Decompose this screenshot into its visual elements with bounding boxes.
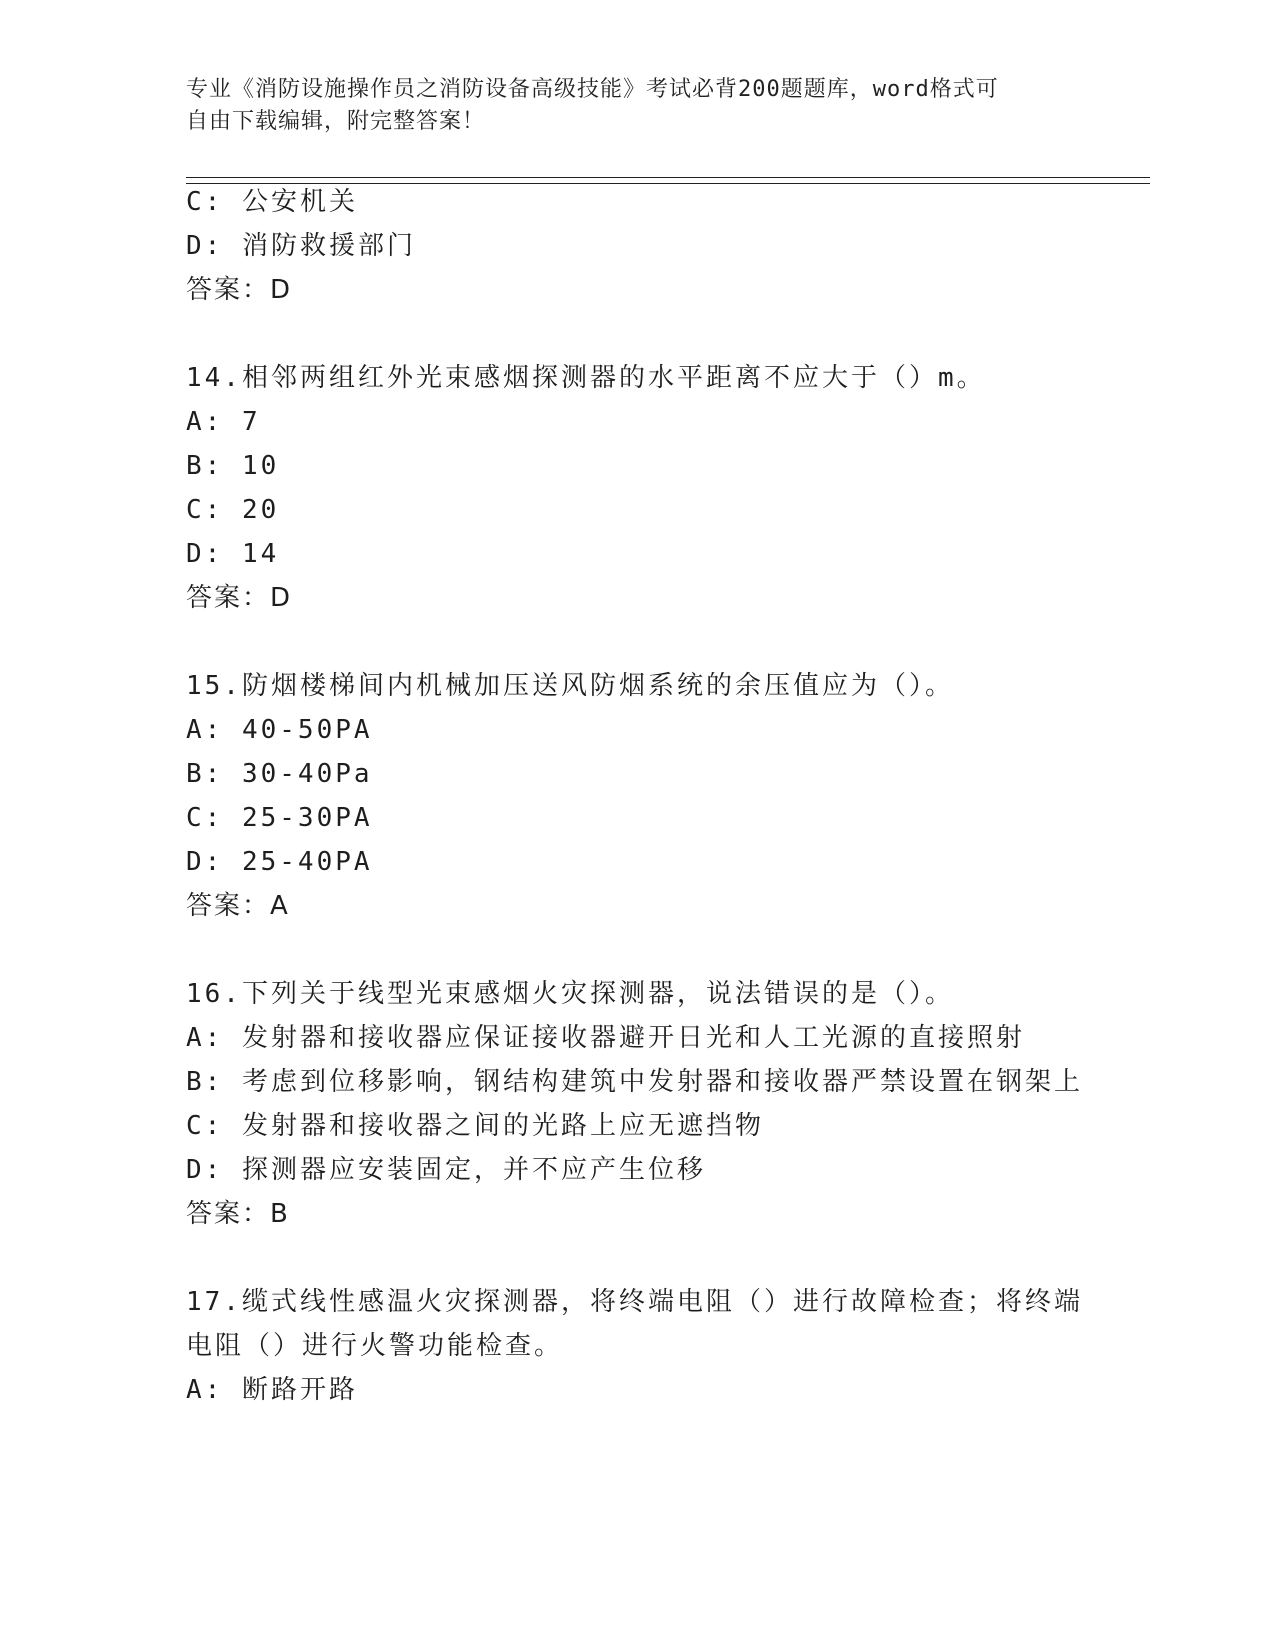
q17-option-a: A: 断路开路 [186,1375,358,1405]
page-header [186,74,1066,138]
q16-stem: 16.下列关于线型光束感烟火灾探测器，说法错误的是（）。 [186,979,954,1009]
q16-option-a: A: 发射器和接收器应保证接收器避开日光和人工光源的直接照射 [186,1023,1025,1053]
q15-stem: 15.防烟楼梯间内机械加压送风防烟系统的余压值应为（）。 [186,671,954,701]
q16-option-b: B: 考虑到位移影响，钢结构建筑中发射器和接收器严禁设置在钢架上 [186,1067,1083,1097]
q15-option-c: C: 25-30PA [186,803,373,833]
q15-option-d: D: 25-40PA [186,847,373,877]
header-double-rule [186,177,1150,184]
q17-stem-line-2: 电阻（）进行火警功能检查。 [186,1331,564,1361]
q16-option-c: C: 发射器和接收器之间的光路上应无遮挡物 [186,1111,764,1141]
q16-option-d: D: 探测器应安装固定，并不应产生位移 [186,1155,706,1185]
q15-answer: 答案：A [186,891,290,921]
q16-answer: 答案：B [186,1199,290,1229]
q14-option-c: C: 20 [186,495,280,525]
q14-answer: 答案：D [186,583,293,613]
q15-option-b: B: 30-40Pa [186,759,373,789]
header-line-1: 专业《消防设施操作员之消防设备高级技能》考试必背200题题库，word格式可 [186,77,999,102]
header-line-2: 自由下载编辑，附完整答案！ [186,109,486,134]
q14-option-d: D: 14 [186,539,280,569]
q13-answer: 答案：D [186,275,293,305]
q14-stem: 14.相邻两组红外光束感烟探测器的水平距离不应大于（）m。 [186,363,986,393]
q14-option-b: B: 10 [186,451,280,481]
q15-option-a: A: 40-50PA [186,715,373,745]
q17-stem-line-1: 17.缆式线性感温火灾探测器，将终端电阻（）进行故障检查；将终端 [186,1287,1083,1317]
q13-option-c: C: 公安机关 [186,187,358,217]
q13-option-d: D: 消防救援部门 [186,231,416,261]
q14-option-a: A: 7 [186,407,261,437]
